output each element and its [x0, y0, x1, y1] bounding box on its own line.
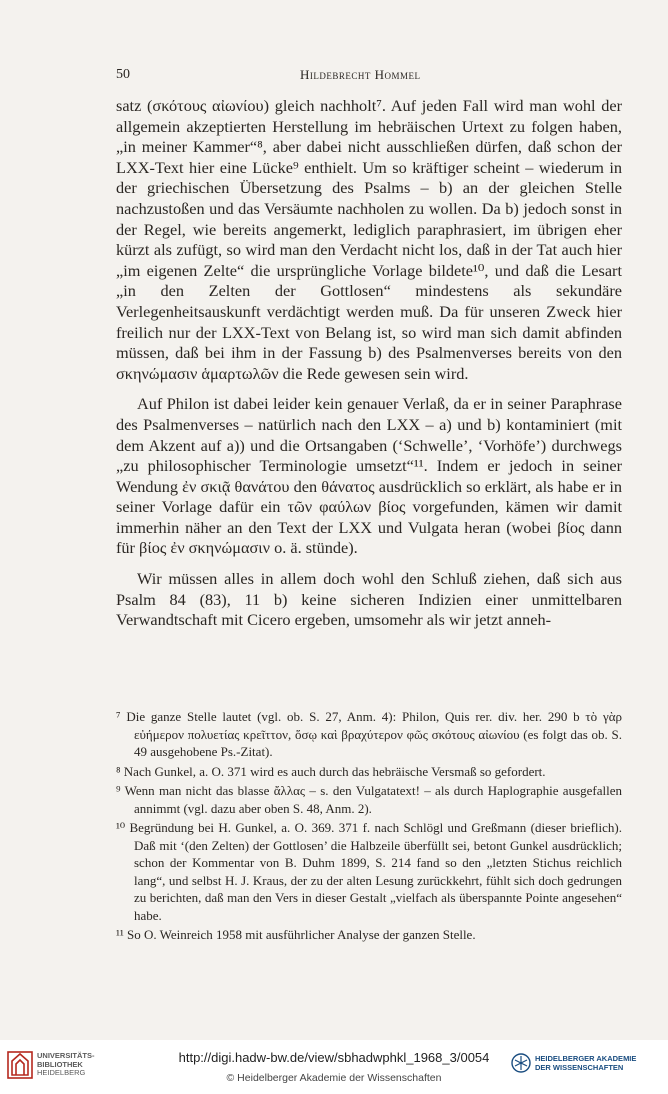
footnote-7: ⁷ Die ganze Stelle lautet (vgl. ob. S. 27, Anm. 4): Philon, Quis rer. div. her. 290 b τὸ γὰρ εὐήμερον πολυετίας κρεῖττον, ὅσῳ καὶ βραχύτερον φῶς σκότους αἰωνίου (es folgt das ob. S. 49 ausgehobene Ps.-Zitat). [116, 709, 622, 759]
footnote-10: ¹⁰ Begründung bei H. Gunkel, a. O. 369. 371 f. nach Schlögl und Greßmann (dieser brieflich). Daß mit ‘(den Zelten) der Gottlosen’ die Halbzeile überfüllt sei, betont Gunkel ausdrücklich; schon der Kommentar von B. Duhm 1899, S. 214 fand so den „letzten Stichus reichlich lang“, und selbst H. J. Kraus, der zu der alten Lesung zurückkehrt, fühlt sich doch gedrungen zu berichten, daß man den Vers in dieser Gestalt „vielfach als überspannte Pointe angesehen“ habe. [116, 820, 622, 923]
copyright-notice: © Heidelberger Akademie der Wissenschaften [226, 1072, 442, 1084]
permalink-url[interactable]: http://digi.hadw-bw.de/view/sbhadwphkl_1968_3/0054 [178, 1050, 490, 1065]
running-head: Hildebrecht Hommel [300, 67, 421, 82]
page-number: 50 [116, 67, 130, 82]
academy-name[interactable]: HEIDELBERGER AKADEMIE DER WISSENSCHAFTEN [535, 1054, 637, 1072]
footnote-8: ⁸ Nach Gunkel, a. O. 371 wird es auch durch das hebräische Versmaß so gefordert. [116, 763, 546, 779]
main-text [116, 96, 622, 631]
academy-logo-icon[interactable] [511, 1053, 531, 1073]
footnote-9: ⁹ Wenn man nicht das blasse ἄλλας – s. den Vulgatatext! – als durch Haplographie ausgefallen annimmt (vgl. dazu aber oben S. 48, Anm. 2). [116, 783, 622, 816]
paragraph-3: Wir müssen alles in allem doch wohl den Schluß ziehen, daß sich aus Psalm 84 (83), 11 b) keine sicheren Indizien einer unmittelbaren Verwandtschaft mit Cicero ergeben, umsomehr als wir jetzt anneh- [116, 569, 622, 630]
paragraph-1: satz (σκότους αἰωνίου) gleich nachholt⁷. Auf jeden Fall wird man wohl der allgemein akzeptierten Herstellung im hebräischen Urtext zu folgen haben, „in meiner Kammer“⁸, aber dabei nicht ausschließen dürfen, daß schon der LXX-Text hier eine Lücke⁹ enthielt. Um so kräftiger scheint – wiederum in der griechischen Übersetzung des Psalms – b) an der gleichen Stelle nachzustoßen und das Versäumte nachholen zu wollen. Da b) jedoch sonst in der Regel, wie bereits angemerkt, lediglich paraphrasiert, im übrigen eher kürzt als zufügt, so wird man den Verdacht nicht los, daß in der Tat auch hier „im eigenen Zelte“ die ursprüngliche Vorlage bildete¹⁰, und daß die Lesart „in den Zelten der Gottlosen“ mindestens als sekundäre Verlegenheitsauskunft verdächtigt werden muß. Da für unseren Zweck hier freilich nur der LXX-Text von Belang ist, so wird man sich damit abfinden müssen, daß bei ihm in der Fassung b) des Psalmenverses bereits von den σκηνώμασιν ἁμαρτωλῶν die Rede gewesen sein wird. [116, 96, 622, 383]
paragraph-2: Auf Philon ist dabei leider kein genauer Verlaß, da er in seiner Paraphrase des Psalmenverses – natürlich nach den LXX – a) und b) kontaminiert (mit dem Akzent auf a)) und die Ortsangaben (‘Schwelle’, ‘Vorhöfe’) durchwegs „zu philosophischer Terminologie umsetzt“¹¹. Indem er jedoch in seiner Wendung ἐν σκιᾷ θανάτου den θάνατος ausdrücklich so erklärt, als habe er in seiner Vorlage dafür ein τῶν φαύλων βίος vorgefunden, kämen wir damit immerhin näher an den Text der LXX und Vulgata heran (wobei βίος dann für βίος ἐν σκηνώμασιν o. ä. stünde). [116, 394, 622, 558]
university-library-name[interactable]: UNIVERSITÄTS- BIBLIOTHEK HEIDELBERG [37, 1051, 95, 1077]
viewer-footer [0, 1040, 668, 1094]
footnote-11: ¹¹ So O. Weinreich 1958 mit ausführlicher Analyse der ganzen Stelle. [116, 927, 476, 942]
footnotes [116, 708, 622, 944]
